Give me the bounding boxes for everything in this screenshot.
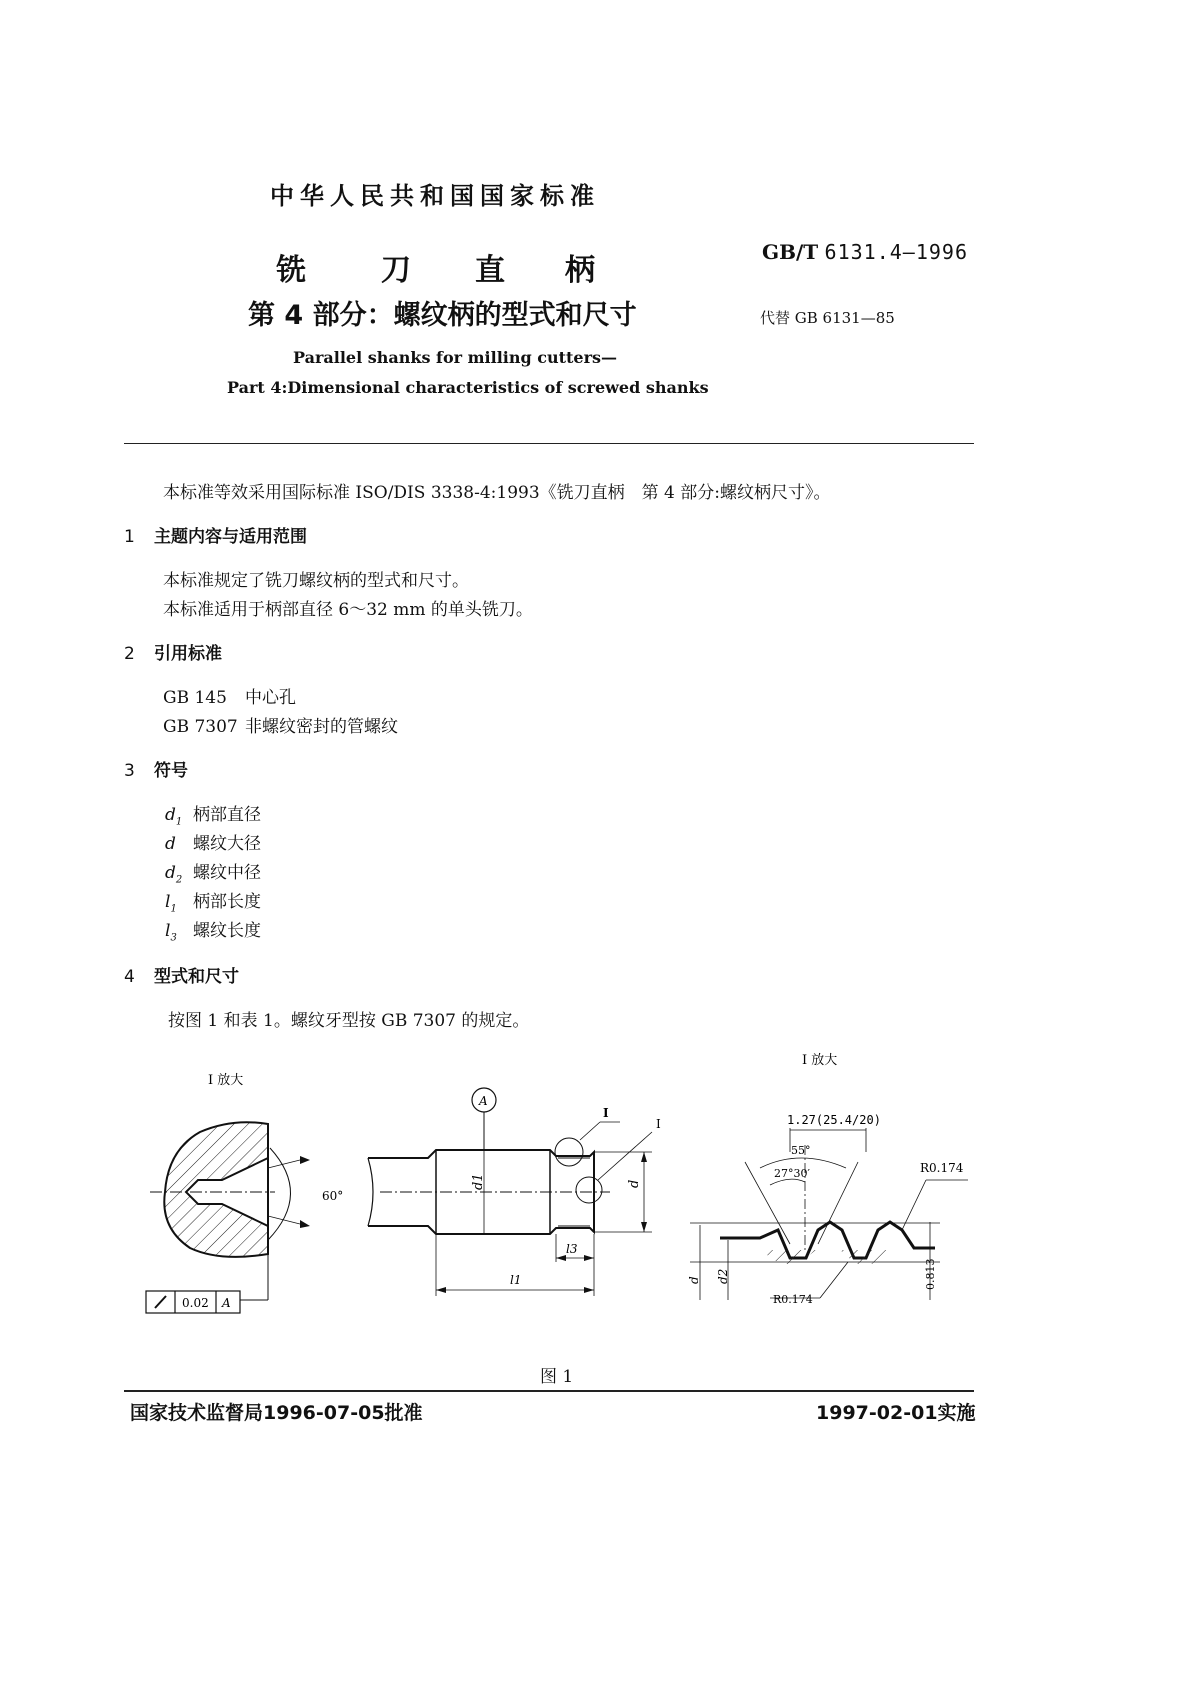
radius-bottom-label: R0.174 (773, 1293, 813, 1306)
figure-1-drawing (0, 1040, 1191, 1370)
symbol: $d_1$ (165, 805, 183, 828)
section-title: 符号 (154, 761, 188, 781)
centre-hole-detail (146, 1122, 310, 1313)
title-char-1: 铣 (276, 253, 306, 288)
shank-side-view (368, 1088, 652, 1296)
footer-divider (124, 1390, 974, 1392)
title-subtitle-zh: 第 4 部分：螺纹柄的型式和尺寸 (248, 300, 637, 331)
symbol: d (165, 834, 176, 854)
section-2-heading (124, 639, 222, 664)
callout-I-2: I (656, 1117, 661, 1131)
standard-code: 6131.4—1996 (824, 240, 968, 264)
symbol-row (165, 916, 261, 943)
symbol-row (165, 800, 261, 827)
symbol-desc: 螺纹长度 (193, 921, 261, 941)
title-divider (124, 443, 974, 444)
dim-l1: l1 (510, 1273, 522, 1287)
angle-60-label: 60° (322, 1189, 344, 1203)
datum-label: A (479, 1094, 488, 1108)
reference-item (163, 712, 398, 737)
thread-d2-label: d2 (716, 1268, 730, 1284)
angle-27-label: 27°30′ (774, 1167, 810, 1180)
section-1-paragraph-1: 本标准规定了铣刀螺纹柄的型式和尺寸。 (163, 571, 469, 591)
title-en-line1: Parallel shanks for milling cutters— (293, 348, 618, 367)
reference-name: 非螺纹密封的管螺纹 (245, 717, 398, 737)
callout-I-1: I (603, 1106, 609, 1120)
intro-paragraph: 本标准等效采用国际标准 ISO/DIS 3338-4:1993《铣刀直柄 第 4 部分:螺纹柄尺寸》。 (163, 483, 831, 503)
symbol-desc: 柄部直径 (193, 805, 261, 825)
section-title: 引用标准 (154, 644, 222, 664)
standard-number (762, 240, 968, 264)
approval-date: 国家技术监督局1996-07-05批准 (130, 1402, 423, 1424)
height-label: 0.813 (924, 1258, 937, 1290)
symbol-desc: 柄部长度 (193, 892, 261, 912)
section-number: 3 (124, 761, 135, 781)
section-number: 2 (124, 644, 135, 664)
reference-item (163, 683, 296, 708)
section-number: 4 (124, 967, 135, 987)
dim-l3: l3 (566, 1242, 578, 1256)
dim-d1: d1 (471, 1173, 486, 1190)
tolerance-value: 0.02 (182, 1296, 209, 1310)
symbol: $d_2$ (165, 863, 183, 886)
figure-caption: 图 1 (540, 1367, 574, 1387)
section-3-heading (124, 756, 188, 781)
angle-55-label: 55° (791, 1144, 811, 1157)
symbol-row (165, 829, 261, 856)
title-char-2: 刀 (381, 253, 411, 288)
detail-left-label: I 放大 (208, 1073, 244, 1088)
runout-symbol (155, 1296, 166, 1308)
reference-code: GB 7307 (163, 717, 238, 737)
symbol: $l_3$ (165, 921, 177, 944)
title-char-3: 直 (475, 253, 505, 288)
reference-code: GB 145 (163, 688, 227, 708)
national-standard-header: 中华人民共和国国家标准 (270, 182, 600, 210)
section-4-paragraph: 按图 1 和表 1。螺纹牙型按 GB 7307 的规定。 (168, 1011, 530, 1031)
thread-d-label: d (687, 1276, 701, 1284)
section-title: 型式和尺寸 (154, 967, 239, 987)
reference-name: 中心孔 (245, 688, 296, 708)
replaces-standard: 代替 GB 6131—85 (760, 309, 895, 327)
symbol-desc: 螺纹中径 (193, 863, 261, 883)
tolerance-datum: A (222, 1296, 231, 1310)
section-4-heading (124, 962, 239, 987)
symbol-row (165, 887, 261, 914)
symbol-row (165, 858, 261, 885)
section-1-heading (124, 522, 307, 547)
section-number: 1 (124, 527, 135, 547)
pitch-label: 1.27(25.4/20) (787, 1113, 881, 1127)
symbol-desc: 螺纹大径 (193, 834, 261, 854)
standard-prefix: GB/T (762, 240, 819, 264)
dim-d: d (627, 1179, 642, 1188)
implementation-date: 1997-02-01实施 (816, 1402, 976, 1424)
detail-right-label: I 放大 (802, 1053, 838, 1068)
title-en-line2: Part 4:Dimensional characteristics of screwed shanks (227, 378, 709, 397)
section-1-paragraph-2: 本标准适用于柄部直径 6～32 mm 的单头铣刀。 (163, 600, 533, 620)
radius-top-label: R0.174 (920, 1161, 964, 1175)
title-char-4: 柄 (565, 253, 595, 288)
section-title: 主题内容与适用范围 (154, 527, 307, 547)
symbol: $l_1$ (165, 892, 177, 915)
